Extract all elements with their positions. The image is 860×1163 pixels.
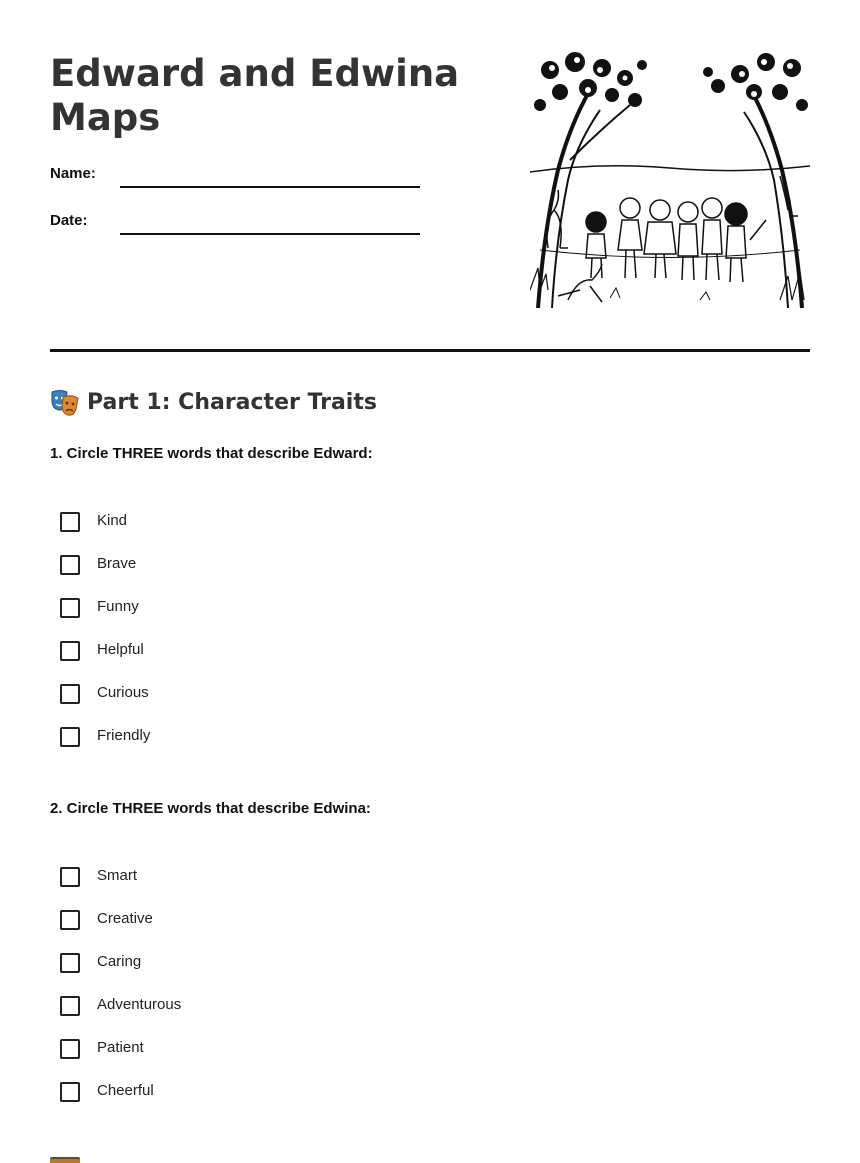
name-write-line[interactable] — [120, 186, 420, 188]
option-label: Kind — [97, 512, 128, 529]
date-write-line[interactable] — [120, 233, 420, 235]
option-label: Patient — [97, 1039, 144, 1056]
option-label: Smart — [97, 867, 138, 884]
worksheet-header — [50, 0, 810, 352]
checkbox[interactable] — [60, 953, 80, 973]
part1-title: Part 1: Character Traits — [87, 390, 377, 415]
option-label: Friendly — [97, 727, 151, 744]
question-1-options — [60, 510, 150, 768]
option-label: Caring — [97, 953, 142, 970]
name-field — [50, 160, 420, 190]
option-label: Funny — [97, 598, 139, 615]
option-kind[interactable] — [60, 510, 150, 553]
question-2-prompt: 2. Circle THREE words that describe Edwina: — [50, 800, 371, 817]
checkbox[interactable] — [60, 555, 80, 575]
checkbox[interactable] — [60, 867, 80, 887]
option-caring[interactable] — [60, 951, 181, 994]
map-scroll-icon — [50, 1157, 80, 1163]
option-creative[interactable] — [60, 908, 181, 951]
option-label: Creative — [97, 910, 153, 927]
checkbox[interactable] — [60, 1039, 80, 1059]
option-patient[interactable] — [60, 1037, 181, 1080]
option-label: Helpful — [97, 641, 144, 658]
date-label: Date: — [50, 212, 88, 229]
option-helpful[interactable] — [60, 639, 150, 682]
option-label: Brave — [97, 555, 137, 572]
checkbox[interactable] — [60, 512, 80, 532]
checkbox[interactable] — [60, 598, 80, 618]
option-funny[interactable] — [60, 596, 150, 639]
checkbox[interactable] — [60, 1082, 80, 1102]
option-smart[interactable] — [60, 865, 181, 908]
checkbox[interactable] — [60, 996, 80, 1016]
option-curious[interactable] — [60, 682, 150, 725]
header-divider — [50, 349, 810, 352]
option-cheerful[interactable] — [60, 1080, 181, 1123]
part1-heading — [50, 388, 377, 418]
worksheet-title: Edward and Edwina Maps — [50, 52, 460, 139]
children-outback-illustration — [530, 50, 810, 310]
checkbox[interactable] — [60, 727, 80, 747]
question-2-options — [60, 865, 181, 1123]
theater-masks-icon — [50, 388, 80, 418]
checkbox[interactable] — [60, 684, 80, 704]
option-label: Adventurous — [97, 996, 182, 1013]
date-field — [50, 207, 420, 237]
worksheet-page — [50, 0, 810, 1161]
checkbox[interactable] — [60, 641, 80, 661]
question-1-prompt: 1. Circle THREE words that describe Edward: — [50, 445, 373, 462]
option-adventurous[interactable] — [60, 994, 181, 1037]
option-friendly[interactable] — [60, 725, 150, 768]
option-label: Cheerful — [97, 1082, 154, 1099]
checkbox[interactable] — [60, 910, 80, 930]
name-label: Name: — [50, 165, 96, 182]
option-brave[interactable] — [60, 553, 150, 596]
option-label: Curious — [97, 684, 149, 701]
